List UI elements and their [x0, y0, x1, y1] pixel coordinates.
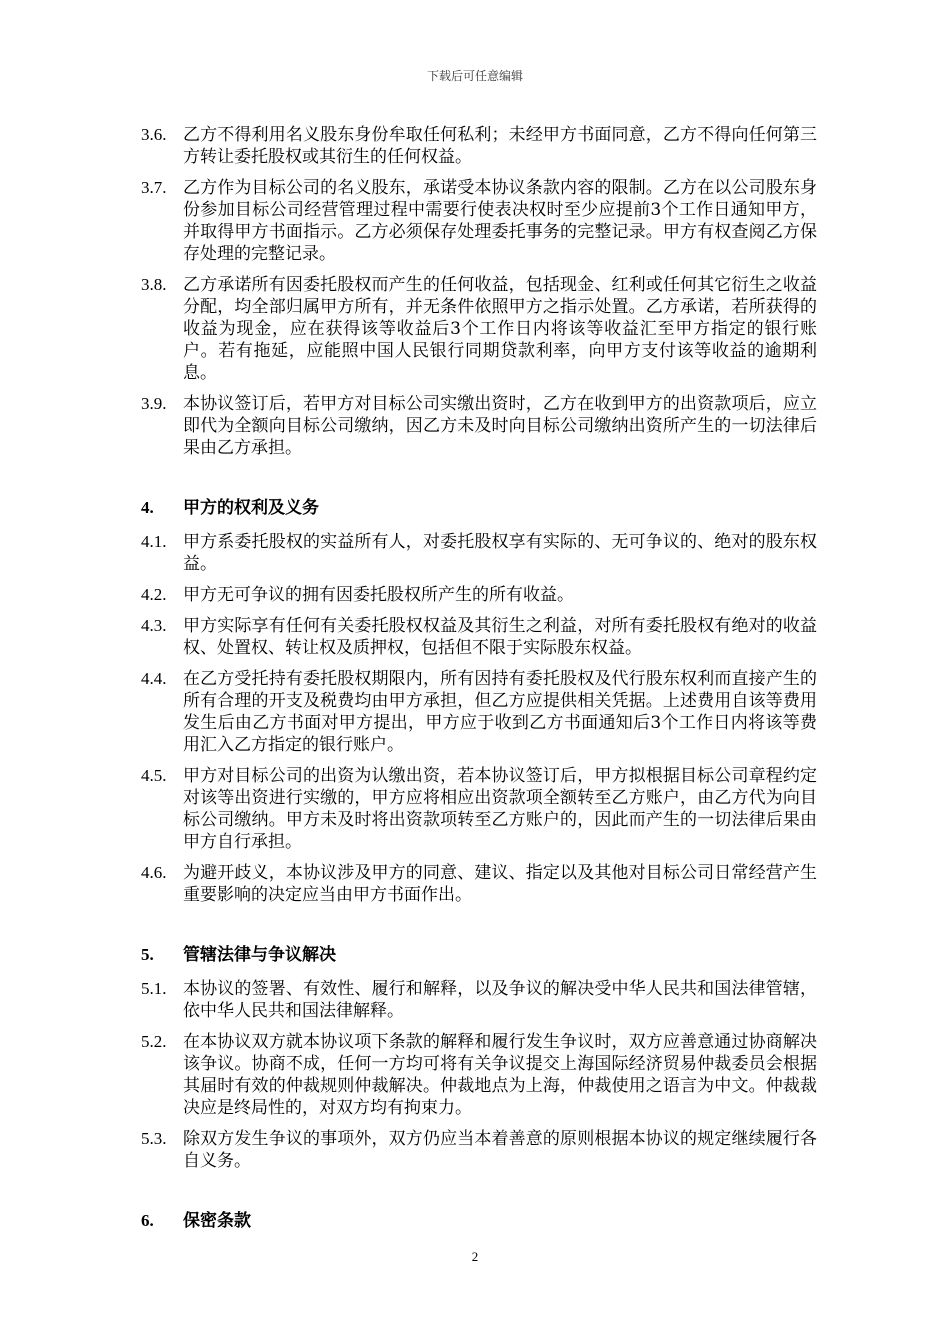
clause-text: 除双方发生争议的事项外，双方仍应当本着善意的原则根据本协议的规定继续履行各自义务。 — [183, 1129, 817, 1171]
clause-4-6 — [141, 862, 817, 906]
clause-3-9 — [141, 393, 817, 459]
clause-number: 5.2. — [141, 1032, 167, 1051]
clause-4-4 — [141, 668, 817, 756]
clause-text: 在本协议双方就本协议项下条款的解释和履行发生争议时，双方应善意通过协商解决该争议。协商不成，任何一方均可将有关争议提交上海国际经济贸易仲裁委员会根据其届时有效的仲裁规则仲裁解决。仲裁地点为上海，仲裁使用之语言为中文。仲裁裁决应是终局性的，对双方均有拘束力。 — [183, 1032, 817, 1118]
section-number: 6. — [141, 1211, 154, 1230]
clause-text: 甲方系委托股权的实益所有人，对委托股权享有实际的、无可争议的、绝对的股东权益。 — [183, 532, 817, 574]
section-heading-6 — [141, 1210, 817, 1232]
clause-number: 3.9. — [141, 394, 167, 413]
section-heading-5 — [141, 944, 817, 966]
clause-5-3 — [141, 1128, 817, 1172]
clause-text: 甲方无可争议的拥有因委托股权所产生的所有收益。 — [183, 585, 574, 605]
section-number: 5. — [141, 945, 154, 964]
clause-5-2 — [141, 1031, 817, 1119]
clause-5-1 — [141, 978, 817, 1022]
clause-number: 5.3. — [141, 1129, 167, 1148]
clause-text: 甲方对目标公司的出资为认缴出资，若本协议签订后，甲方拟根据目标公司章程约定对该等出资进行实缴的，甲方应将相应出资款项全额转至乙方账户，由乙方代为向目标公司缴纳。甲方未及时将出资款项转至乙方账户的，因此而产生的一切法律后果由甲方自行承担。 — [183, 766, 817, 852]
section-title: 管辖法律与争议解决 — [183, 945, 336, 965]
clause-number: 4.1. — [141, 532, 167, 551]
clause-text: 本协议的签署、有效性、履行和解释，以及争议的解决受中华人民共和国法律管辖，依中华人民共和国法律解释。 — [183, 979, 817, 1021]
clause-4-5 — [141, 765, 817, 853]
clause-number: 4.3. — [141, 616, 167, 635]
clause-text: 为避开歧义，本协议涉及甲方的同意、建议、指定以及其他对目标公司日常经营产生重要影响的决定应当由甲方书面作出。 — [183, 863, 817, 905]
clause-number: 4.5. — [141, 766, 167, 785]
section-heading-4 — [141, 497, 817, 519]
page-number: 2 — [471, 1249, 479, 1264]
page-header: 下载后可任意编辑 — [426, 69, 523, 83]
clause-3-7 — [141, 177, 817, 265]
clause-number: 4.6. — [141, 863, 167, 882]
clause-text: 乙方作为目标公司的名义股东，承诺受本协议条款内容的限制。乙方在以公司股东身份参加目标公司经营管理过程中需要行使表决权时至少应提前3个工作日通知甲方，并取得甲方书面指示。乙方必须保存处理委托事务的完整记录。甲方有权查阅乙方保存处理的完整记录。 — [183, 178, 817, 264]
clause-number: 3.7. — [141, 178, 167, 197]
document-body — [141, 124, 817, 1244]
clause-text: 本协议签订后，若甲方对目标公司实缴出资时，乙方在收到甲方的出资款项后，应立即代为全额向目标公司缴纳，因乙方未及时向目标公司缴纳出资所产生的一切法律后果由乙方承担。 — [183, 394, 817, 458]
clause-number: 4.2. — [141, 585, 167, 604]
clause-text: 乙方不得利用名义股东身份牟取任何私利；未经甲方书面同意，乙方不得向任何第三方转让委托股权或其衍生的任何权益。 — [183, 125, 817, 167]
clause-text: 在乙方受托持有委托股权期限内，所有因持有委托股权及代行股东权利而直接产生的所有合理的开支及税费均由甲方承担，但乙方应提供相关凭据。上述费用自该等费用发生后由乙方书面对甲方提出，甲方应于收到乙方书面通知后3个工作日内将该等费用汇入乙方指定的银行账户。 — [183, 669, 817, 755]
clause-3-6 — [141, 124, 817, 168]
clause-number: 4.4. — [141, 669, 167, 688]
clause-number: 3.8. — [141, 275, 167, 294]
clause-4-1 — [141, 531, 817, 575]
clause-text: 乙方承诺所有因委托股权而产生的任何收益，包括现金、红利或任何其它衍生之收益分配，均全部归属甲方所有，并无条件依照甲方之指示处置。乙方承诺，若所获得的收益为现金，应在获得该等收益后3个工作日内将该等收益汇至甲方指定的银行账户。若有拖延，应能照中国人民银行同期贷款利率，向甲方支付该等收益的逾期利息。 — [183, 275, 817, 383]
clause-text: 甲方实际享有任何有关委托股权权益及其衍生之利益，对所有委托股权有绝对的收益权、处置权、转让权及质押权，包括但不限于实际股东权益。 — [183, 616, 817, 658]
clause-3-8 — [141, 274, 817, 384]
clause-4-3 — [141, 615, 817, 659]
section-title: 保密条款 — [183, 1211, 251, 1231]
clause-4-2 — [141, 584, 817, 606]
clause-number: 3.6. — [141, 125, 167, 144]
section-number: 4. — [141, 498, 154, 517]
clause-number: 5.1. — [141, 979, 167, 998]
section-title: 甲方的权利及义务 — [183, 498, 319, 518]
